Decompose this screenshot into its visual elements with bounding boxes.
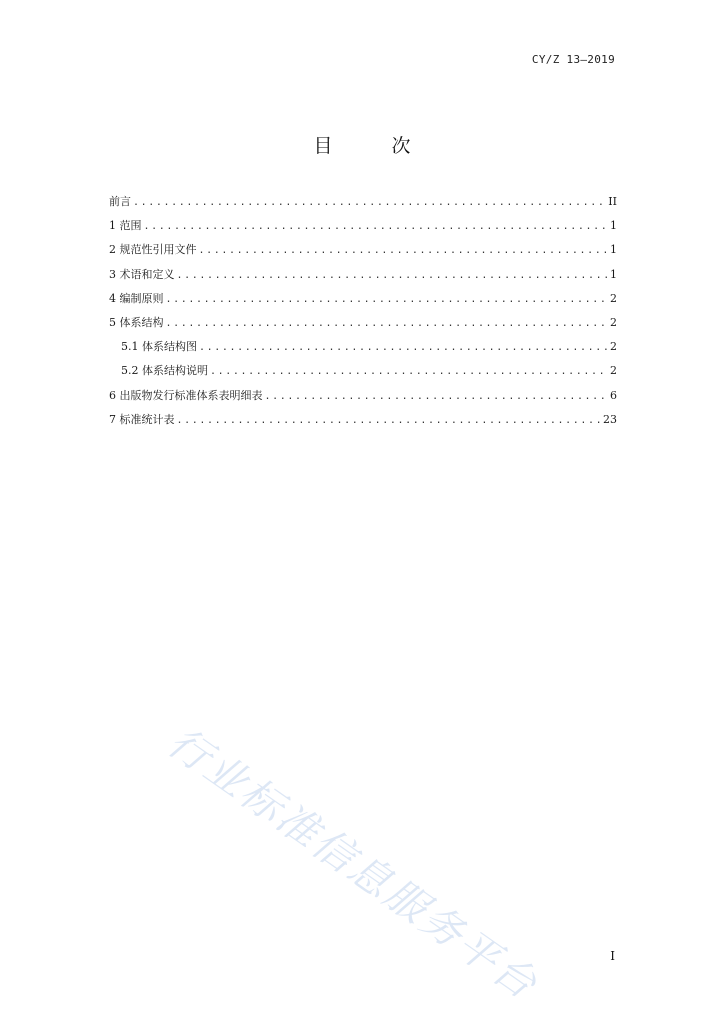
toc-entry-label: 5.2 体系结构说明 [121,364,208,378]
toc-entry-page: 23 [603,412,617,426]
toc-leader-dots [210,360,608,384]
toc-entry-page: 2 [610,291,617,305]
toc-entry-page: 6 [610,388,617,402]
toc-entry-page: II [608,195,617,208]
toc-entry-page: 2 [610,315,617,329]
table-of-contents [109,190,617,432]
toc-entry-label: 7 标准统计表 [109,412,175,426]
toc-leader-dots [144,215,609,239]
toc-entry-page: 1 [610,243,617,257]
toc-entry-scope[interactable] [109,214,617,238]
toc-entry-structure-diagram[interactable] [109,335,617,359]
toc-entry-page: 2 [610,364,617,378]
toc-entry-label: 6 出版物发行标准体系表明细表 [109,388,263,402]
toc-entry-page: 2 [610,340,617,354]
toc-leader-dots [133,191,606,215]
toc-leader-dots [199,336,608,360]
toc-entry-label: 3 术语和定义 [109,267,175,281]
toc-entry-label: 5.1 体系结构图 [121,340,197,354]
toc-entry-statistics-table[interactable] [109,408,617,432]
toc-entry-structure-description[interactable] [109,359,617,383]
toc-entry-label: 前言 [109,195,131,208]
page-number: I [610,949,615,963]
toc-entry-foreword[interactable] [109,190,617,214]
toc-leader-dots [265,385,609,409]
toc-entry-label: 4 编制原则 [109,291,164,305]
watermark: 行业标准信息服务平台 [159,717,548,1010]
toc-leader-dots [199,239,609,263]
toc-entry-normative-references[interactable] [109,238,617,262]
toc-entry-page: 1 [610,219,617,233]
toc-leader-dots [177,264,609,288]
toc-entry-label: 5 体系结构 [109,315,164,329]
toc-entry-page: 1 [610,267,617,281]
toc-entry-label: 2 规范性引用文件 [109,243,197,257]
toc-leader-dots [166,312,609,336]
toc-entry-terms-definitions[interactable] [109,263,617,287]
toc-entry-label: 1 范围 [109,219,142,233]
toc-entry-detail-table[interactable] [109,384,617,408]
toc-entry-system-structure[interactable] [109,311,617,335]
toc-entry-principles[interactable] [109,287,617,311]
standard-code: CY/Z 13—2019 [531,53,615,66]
toc-leader-dots [177,409,602,433]
toc-leader-dots [166,288,609,312]
page-title: 目 次 [313,135,431,157]
